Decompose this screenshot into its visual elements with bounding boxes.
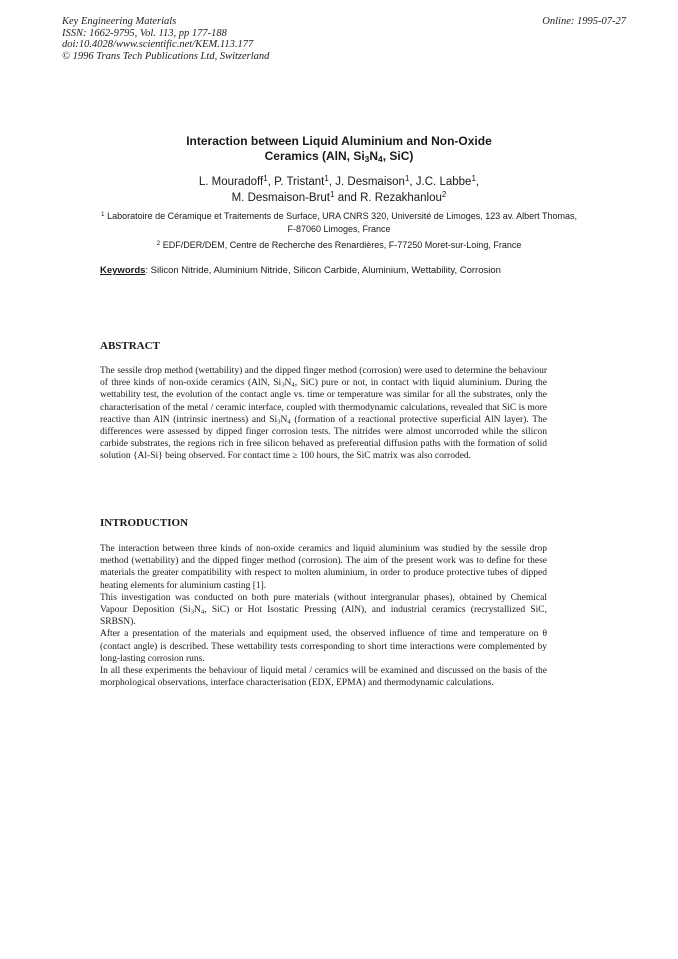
copyright-line: © 1996 Trans Tech Publications Ltd, Switzerland — [62, 50, 270, 62]
affiliation-mark: 1 — [404, 173, 410, 183]
abstract-body — [100, 365, 547, 463]
affiliation-text: EDF/DER/DEM, Centre de Recherche des Renardières, F-77250 Moret-sur-Loing, France — [162, 240, 522, 250]
doi-link[interactable]: doi:10.4028/www.scientific.net/KEM.113.177 — [62, 39, 254, 50]
title-text: Ceramics (AlN, Si — [264, 149, 365, 163]
title-line-2 — [100, 149, 578, 164]
author-name: , J. Desmaison — [328, 176, 405, 188]
author-separator: , — [475, 176, 480, 188]
author-name: L. Mouradoff — [198, 176, 264, 188]
affiliation-1 — [100, 210, 578, 235]
affiliation-mark: 2 — [441, 189, 447, 199]
affiliation-mark: 1 — [101, 210, 105, 218]
subscript: 4 — [287, 418, 291, 426]
keywords — [100, 264, 546, 277]
intro-text: This investigation was conducted on both pure materials (without intergranular phases), obtained by Chemical Vapour Deposition (Si — [100, 592, 547, 616]
intro-paragraph-2 — [100, 592, 547, 629]
author-line-2 — [100, 190, 578, 206]
subscript: 3 — [364, 154, 370, 165]
abstract-heading: ABSTRACT — [100, 340, 160, 352]
abstract-text: The sessile drop method (wettability) and the dipped finger method (corrosion) were used to determine the behaviour of three kinds of non-oxide ceramics (AlN, Si — [100, 366, 547, 389]
author-list — [100, 174, 578, 206]
subscript: 4 — [291, 381, 295, 389]
affiliation-mark: 1 — [330, 189, 335, 199]
intro-paragraph-3: After a presentation of the materials and equipment used, the observed influence of time and temperature on θ (contact angle) is described. These wettability tests corresponding to short time interactions were complemented by long-lasting corrosion runs. — [100, 629, 547, 664]
affiliation-mark: 1 — [324, 173, 329, 183]
keywords-label: Keywords — [100, 265, 146, 276]
affiliation-mark: 2 — [156, 239, 161, 247]
introduction-body — [100, 543, 547, 689]
affiliation-mark: 1 — [263, 173, 268, 183]
abstract-text: N — [284, 378, 292, 389]
introduction-heading: INTRODUCTION — [100, 517, 189, 529]
online-date: Online: 1995-07-27 — [542, 16, 626, 27]
author-name: , P. Tristant — [267, 176, 325, 188]
title-line-1: Interaction between Liquid Aluminium and Non-Oxide — [186, 134, 492, 148]
abstract-text: N — [280, 414, 288, 425]
title-text: , SiC) — [382, 149, 414, 163]
affiliation-mark: 1 — [471, 173, 476, 183]
journal-name: Key Engineering Materials — [62, 16, 177, 27]
issn-line: ISSN: 1662-9795, Vol. 113, pp 177-188 — [62, 27, 227, 39]
author-name: and R. Rezakhanlou — [334, 192, 442, 204]
author-line-1 — [100, 174, 578, 190]
abstract-text: , SiC) pure or not, in contact with liquid aluminium. During the wettability test, the evolution of the contact angle vs. time or temperature was similar for all the substrates, only the characterisation of the metal / ceramic interface, coupled with thermodynamic calculations, revealed that SiC is more reactive than AlN (intrinsic inertness) and Si — [100, 378, 548, 425]
paper-title — [100, 134, 578, 164]
affiliation-text: Laboratoire de Céramique et Traitements de Surface, URA CNRS 320, Université de Limoges, 123 av. Albert Thomas, F-87060 Limoges, France — [107, 211, 577, 234]
author-name: , J.C. Labbe — [409, 176, 472, 188]
intro-paragraph-4: In all these experiments the behaviour of liquid metal / ceramics will be examined and discussed on the basis of the morphological observations, interface characterisation (EDX, EPMA) and thermodynamic calculations. — [100, 666, 547, 689]
intro-paragraph-1: The interaction between three kinds of non-oxide ceramics and liquid aluminium was studied by the sessile drop method (wettability) and the dipped finger method (corrosion). The aim of the present work was to define for these materials the greater compatibility with respect to molten aluminium, in order to produce protective tubes of dipped heating elements for aluminium casting [1]. — [100, 544, 547, 591]
subscript: 4 — [200, 608, 205, 616]
abstract-text: (formation of a reactional protective superficial AlN layer). The differences were assessed by dipped finger corrosion tests. The nitrides were almost uncorroded while the silicon carbide substrates, the regions rich in free silicon behaved as preferential diffusion paths with the formation of solid solution {Al-Si} being observed. For contact time ≥ 100 hours, the SiC matrix was also corroded. — [100, 414, 547, 462]
journal-header — [62, 16, 269, 62]
subscript: 4 — [378, 154, 383, 165]
intro-text: N — [194, 605, 201, 616]
affiliation-2 — [100, 239, 578, 252]
author-name: M. Desmaison-Brut — [231, 192, 331, 204]
subscript: 3 — [277, 418, 281, 426]
intro-text: , SiC) or Hot Isostatic Pressing (AlN), and industrial ceramics (recrystallized SiC, SRBSN). — [100, 605, 547, 628]
subscript: 3 — [281, 381, 285, 389]
keywords-text: : Silicon Nitride, Aluminium Nitride, Silicon Carbide, Aluminium, Wettability, Corrosion — [145, 265, 501, 276]
subscript: 3 — [190, 608, 195, 616]
title-text: N — [369, 149, 379, 163]
